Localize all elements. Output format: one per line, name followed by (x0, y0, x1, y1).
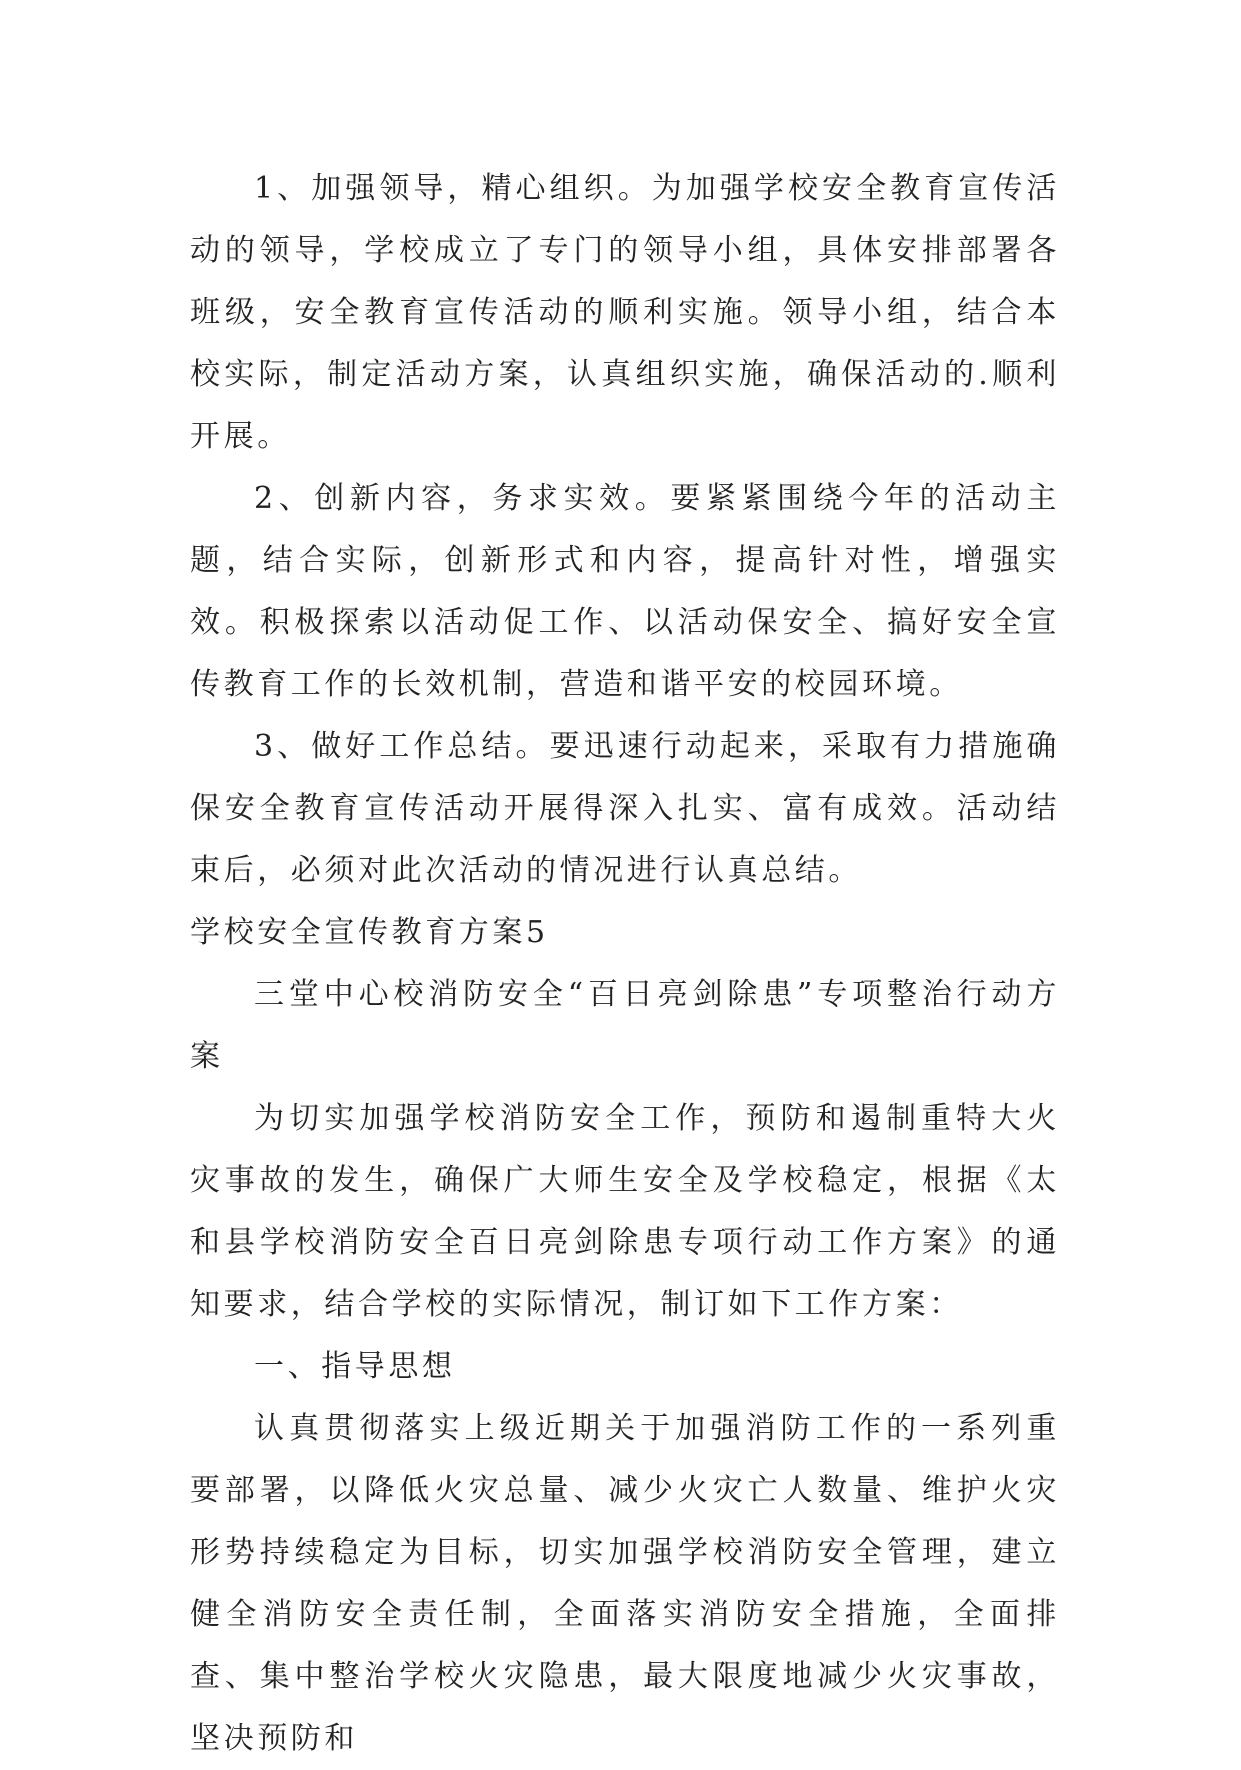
plan-title: 三堂中心校消防安全“百日亮剑除患”专项整治行动方案 (190, 977, 1060, 1074)
paragraph-innovation: 2、创新内容，务求实效。要紧紧围绕今年的活动主题，结合实际，创新形式和内容，提高针对性，增强实效。积极探索以活动促工作、以活动保安全、搞好安全宣传教育工作的长效机制，营造和谐平安的校园环境。 (190, 481, 1060, 702)
paragraph-intro: 为切实加强学校消防安全工作，预防和遏制重特大火灾事故的发生，确保广大师生安全及学校稳定，根据《太和县学校消防安全百日亮剑除患专项行动工作方案》的通知要求，结合学校的实际情况，制订如下工作方案： (190, 1101, 1060, 1322)
paragraph-guiding-ideology: 认真贯彻落实上级近期关于加强消防工作的一系列重要部署，以降低火灾总量、减少火灾亡人数量、维护火灾形势持续稳定为目标，切实加强学校消防安全管理，建立健全消防安全责任制，全面落实消防安全措施，全面排查、集中整治学校火灾隐患，最大限度地减少火灾事故，坚决预防和 (190, 1411, 1060, 1756)
paragraph-leadership: 1、加强领导，精心组织。为加强学校安全教育宣传活动的领导，学校成立了专门的领导小组，具体安排部署各班级，安全教育宣传活动的顺利实施。领导小组，结合本校实际，制定活动方案，认真组织实施，确保活动的.顺利开展。 (190, 171, 1060, 454)
subheading-guiding-ideology: 一、指导思想 (254, 1349, 456, 1384)
section-heading: 学校安全宣传教育方案5 (190, 915, 549, 950)
paragraph-summary: 3、做好工作总结。要迅速行动起来，采取有力措施确保安全教育宣传活动开展得深入扎实、富有成效。活动结束后，必须对此次活动的情况进行认真总结。 (190, 729, 1060, 888)
document-body (190, 158, 1060, 1770)
